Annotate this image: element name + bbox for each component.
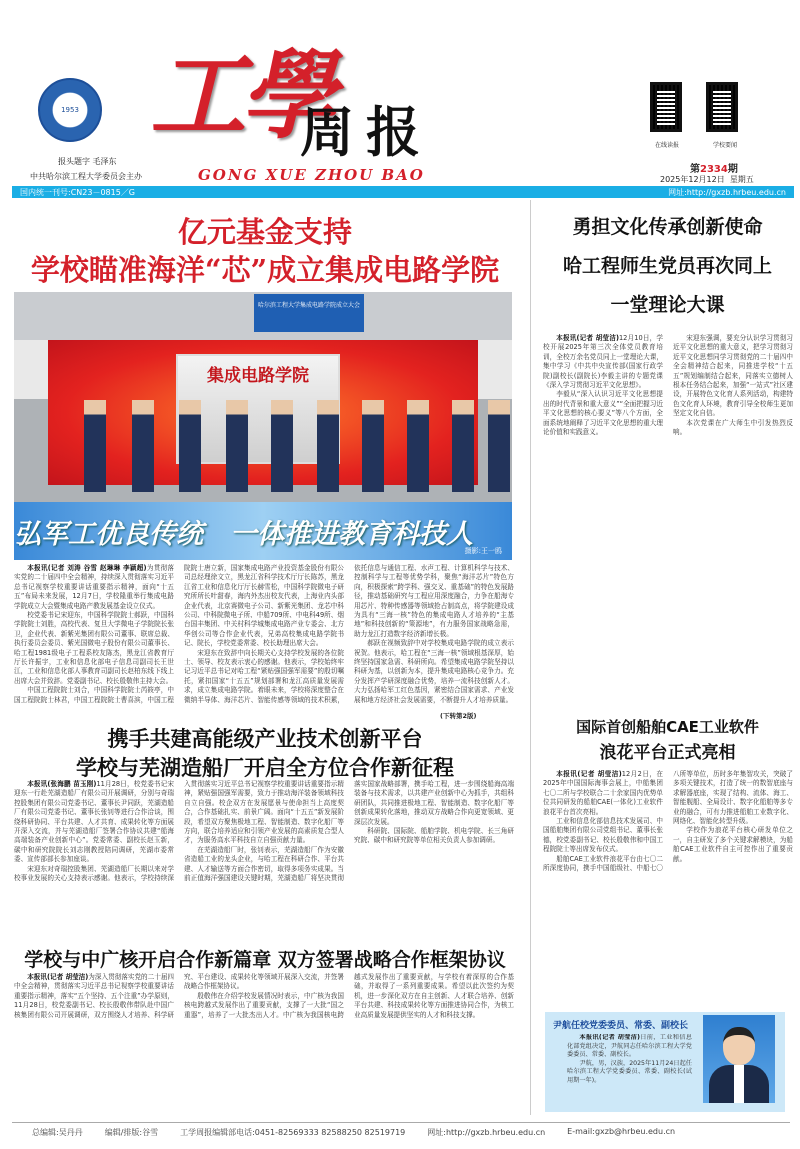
photo-person: [317, 400, 339, 492]
photo-person: [132, 400, 154, 492]
article2-title-line2: 学校与芜湖造船厂开启全方位合作新征程: [76, 756, 454, 780]
paragraph-text: 为贯彻落实党的二十届四中全会精神，持续深入贯彻落实习近平总书记视察学校重要讲话重要指示精神，面向“十五五”布局未来发展，12月7日，学校隆重举行集成电路学院成立大会暨集成电路产教发展基金设立仪式。: [14, 564, 175, 610]
paragraph: 工业和信息化部信息技术发展司、中国船舶集团有限公司党组书记、董事长张德，校党委副书记、校长殷敬伟和中国工程院院士等出席发布仪式。: [543, 817, 663, 854]
right2-title-line2: 浪花平台正式亮相: [599, 743, 736, 763]
lead-photo: [14, 292, 512, 560]
right2-title-line1: 国际首创船舶CAE工业软件: [576, 718, 759, 736]
masthead-title: 工學: [150, 39, 330, 152]
paragraph: 宋迎东在致辞中向长期关心支持学校发展的各位院士、领导、校友表示衷心的感谢。他表示，学校始终牢记习近平总书记对哈工程“紧贴强国强军需要”的殷切嘱托，紧扣国家“十五五”规划部署和龙江高质量发展需求，成立集成电路学院。着眼未来，学校将深度整合在微纳半导体、海洋芯片、智能传感等领域的技术积累，依托信息与通信工程、水声工程、计算机科学与技术、控制科学与工程等优势学科，聚焦“海洋芯片”特色方向，积极探索“跨学科、强交叉、重基础”的特色发展路径，推动基础研究与工程应用深度融合，力争在船海专用芯片、特种传感器等领域抢占制高点，将学院建设成为具有“三海一核”特色的集成电路人才培养的“主基地”和科技创新的“策源地”，有力服务国家战略急需，助力龙江打造数字经济新增长极。: [184, 564, 514, 704]
paragraph: 科研院、国际院、船舶学院、机电学院、长三角研究院、碳中和研究院等单位相关负责人参加调研。: [354, 827, 514, 845]
right2-body: [543, 770, 793, 1002]
photo-banner: 弘军工优良传统 一体推进教育科技人: [14, 502, 512, 560]
photo-plaque: 集成电路学院: [176, 354, 340, 464]
paragraph: 船舶CAE工业软件浪花平台由七〇二所深度协同，携手中国船级社、中船七〇八所等单位，历时多年集智攻关，突破了多项关键技术，打造了统一的数智底座与求解器底座，实现了结构、流体、海工、智能舰船、全局设计、数字化船舶等多专业的融合，可有力推进船舶工业数字化、网络化、智能化转型升级。: [543, 770, 793, 873]
inscription: 报头题字 毛泽东: [58, 157, 117, 166]
qr-code-icon[interactable]: [706, 82, 738, 132]
paragraph: 宋迎东强调，要充分认识学习贯彻习近平文化思想的重大意义，把学习贯彻习近平文化思想同学习贯彻党的二十届四中全会精神结合起来，同推进学校“十五五”规划编制结合起来，同落实立德树人根本任务结合起来，加强“一站式”社区建设，开展特色文化育人系列活动，构建特色文化育人环境，教育引导全校师生更加坚定文化自信。: [673, 334, 793, 418]
issue-suffix: 期: [727, 164, 738, 175]
issue-prefix: 第: [690, 164, 700, 175]
portrait-photo: [703, 1015, 775, 1103]
sponsor: 中共哈尔滨工程大学委员会主办: [30, 172, 142, 181]
byline: 本报讯(记者 胡莹洁): [556, 770, 622, 778]
paragraph: 校党委书记宋迎东，中国科学院院士郝跃，中国科学院院士刘胜，高校代表、复旦大学微电子学院院长张卫，企业代表、新紫光集团有限公司董事、联席总裁、执行委员会委员、紫光国微电子股份有限公司董事长、哈工程1981级电子工程系校友陈杰，黑龙江省教育厅厅长许振宇，工业和信息化部电子信息司副司长王世江，工业和信息化部人事教育司副司长赵柏东线下线上出席大会并致辞。党委副书记、校长殷敬伟主持大会。: [14, 611, 174, 685]
lead-title-line1: 亿元基金支持: [177, 215, 352, 249]
appointment-body: [567, 1034, 692, 1108]
photo-person: [488, 400, 510, 492]
paragraph: [543, 770, 663, 817]
photo-person: [407, 400, 429, 492]
byline: 本报讯(记者 刘涛 谷雪 赵琳琳 李颖超): [27, 564, 147, 572]
byline: 本报讯(记者 胡莹洁): [27, 973, 89, 981]
paragraph: 本次党课在广大师生中引发热烈反响。: [673, 418, 793, 437]
logo-year: 1953: [58, 105, 82, 115]
right1-title-line2: 哈工程师生党员再次同上: [562, 255, 772, 277]
right1-title-line3: 一堂理论大课: [610, 294, 725, 316]
article3-body: [14, 973, 514, 1118]
photo-person: [362, 400, 384, 492]
byline: 本报讯(张海鹏 苗玉刚): [27, 780, 97, 788]
article2-body: [14, 780, 514, 936]
issue-number: [690, 160, 738, 175]
paragraph: [567, 1034, 692, 1060]
info-bar: [12, 186, 794, 198]
issue-date: [660, 174, 754, 185]
footer: [12, 1122, 790, 1142]
phone: 工学周报编辑部电话:0451-82569333 82588250 82519719: [180, 1128, 406, 1137]
paragraph: 尹航，男，汉族，2025年11月24日起任哈尔滨工程大学党委委员、常委、副校长(试用期一年)。: [567, 1059, 692, 1084]
paragraph: [14, 564, 174, 611]
byline: 本报讯(记者 胡莹洁): [556, 334, 619, 342]
cn-number: 国内统一刊号:CN23－0815／G: [20, 187, 136, 197]
paragraph-text: 12月10日，学校开展2025年第三次全体党员教育培训，全校万余名党员同上一堂理论大课，集中学习《中共中央宣传部(国家行政学院)副校长(副院长)李毅主讲的专题党课《深入学习贯彻习近平文化思想》。: [543, 334, 663, 390]
qr-code-icon[interactable]: [650, 82, 682, 132]
continued-note: (下转第2版): [440, 712, 477, 720]
byline: 本报讯(记者 胡莹洁): [579, 1034, 640, 1041]
right1-body: [543, 334, 793, 710]
paragraph: [14, 780, 174, 865]
paragraph-text: 11月28日，校党委书记宋迎东一行赴芜湖造船厂有限公司开展调研，分别与奇瑞控股集团有限公司党委书记、董事长尹同跃，芜湖造船厂有限公司党委书记、董事长张钊等进行合作洽谈，围绕科研协同、平台共建、人才共育、成果转化等方面展开深入交流，并与芜湖造船厂签署合作协议共建“船海高端装备产业创新中心”。党委常委、副校长赵玉新，碳中和研究院院长刘志刚教授陪同调研，芜湖市委常委、宣传部部长参加座谈。: [14, 780, 174, 864]
footer-email[interactable]: E-mail:gxzb@hrbeu.edu.cn: [567, 1127, 676, 1136]
paragraph: 郝跃在视频致辞中对学校集成电路学院的成立表示祝贺。他表示，哈工程在“三海一核”领域根基深厚，始终坚持国家急需、科研所向。希望集成电路学院坚持以科研为基，以创新为本，提升集成电路核心竞争力。充分发挥产学研深度融合优势，培养一流科技创新人才。大力弘扬哈军工红色基因，紧密结合国家需求、产业发展和地方经济社会发展需要，不断提升人才培养质量。: [354, 639, 514, 704]
photo-person: [179, 400, 201, 492]
university-logo: [38, 78, 102, 142]
lead-body: [14, 564, 514, 710]
right1-title-line1: 勇担文化传承创新使命: [572, 216, 763, 238]
paragraph-text: 12月2日，在2025年中国国际海事会展上，中船集团七〇二所与学校联合二十余家国内优势单位共同研发的船舶CAE(一体化)工业软件浪花平台首次亮相。: [543, 770, 663, 816]
paragraph: 在芜湖造船厂时，张钊表示，芜湖造船厂作为安徽省造船工业的龙头企业，与哈工程在科研合作、平台共建、人才输送等方面合作密切，取得多项务实成果。当前正值海洋强国建设关键时期，芜湖造船厂将坚决贯彻落实国家战略部署，携手哈工程，进一步围绕船海高端装备与技术需求，以共建产业创新中心为抓手，共组科研团队，共同推进极地工程、智能制造、数字化船厂等创新成果转化落地，推动双方战略合作向更宽领域、更深层次发展。: [184, 780, 514, 883]
photo-person: [226, 400, 248, 492]
paragraph: 宋迎东对奇瑞控股集团、芜湖造船厂长期以来对学校事业发展的关心支持表示感谢。他表示，学校持续深入贯彻落实习近平总书记视察学校重要讲话重要指示精神，紧贴强国强军需要，致力于推动海洋装备领域科技自立自强。校企双方在发展愿景与使命担当上高度契合，合作基础扎实、前景广阔。面向“十五五”新发展阶段，希望双方聚焦极地工程、智能制造、数字化船厂等方向，联合培养适应和引领产业发展的高素质复合型人才，为服务高水平科技自立自强贡献力量。: [14, 780, 344, 883]
article3-title: 学校与中广核开启合作新篇章 双方签署战略合作框架协议: [24, 949, 506, 971]
photo-person: [84, 400, 106, 492]
paragraph-text: 日前，工业和信息化部党组决定，尹航同志任哈尔滨工程大学党委委员、常委、副校长。: [567, 1034, 692, 1059]
masthead-subtitle: 周报: [300, 101, 432, 164]
photo-person: [452, 400, 474, 492]
paragraph: 中国工程院院士刘合，中国科学院院士芮筱亭，中国工程院院士林君，中国工程院院士曹喜滨，中国工程院院士唐立新，国家集成电路产业投资基金股份有限公司总经理徐文立，黑龙江省科学技术厅厅长陈苏，黑龙江省工业和信息化厅厅长赫雪松，中国科学院微电子研究所所长叶甜春，海内外杰出校友代表，上海业内头部企业代表，北京赛微电子公司、新紫光集团、龙芯中科公司、中科院微电子所、中船709所、中电科49所、烟台国丰集团、中关村科学城集成电路产业专委会、北方华创公司等合作企业代表，兄弟高校集成电路学院书记、院长，学校党委常委、校长助理出席大会。: [14, 564, 344, 704]
masthead-pinyin: GONG XUE ZHOU BAO: [198, 166, 425, 184]
paragraph: [543, 334, 663, 390]
date: 2025年12月12日: [660, 175, 725, 184]
photo-person: [271, 400, 293, 492]
appointment-title: 尹航任校党委委员、常委、副校长: [553, 1021, 689, 1031]
paragraph: 殷敬伟在介绍学校发展情况时表示，中广核为我国核电跨越式发展作出了重要贡献，支撑了一大批“国之重器”，培养了一大批杰出人才。中广核为我国核电跨越式发展作出了重要贡献，与学校有着深厚的合作基础，并取得了一系列重要成果。希望以此次签约为契机，进一步深化双方在自主创新、人才联合培养、创新平台共建、科技成果转化等方面推进协同合作，为核工业高质量发展提供坚实的人才和科技支撑。: [184, 973, 514, 1019]
editor: 编辑/排版:谷雪: [104, 1128, 159, 1137]
issue-number-value: 2334: [700, 164, 728, 175]
paragraph: 学校作为浪花平台核心研发单位之一，自主研发了多个关键求解模块，为船舶CAE工业软件自主可控作出了重要贡献。: [673, 826, 793, 863]
website-link[interactable]: 网址:http://gxzb.hrbeu.edu.cn: [668, 187, 786, 197]
lead-title-line2: 学校瞄准海洋“芯”成立集成电路学院: [30, 253, 500, 287]
footer-website[interactable]: 网址:http://gxzb.hrbeu.edu.cn: [427, 1128, 546, 1137]
paragraph-text: 为深入贯彻落实党的二十届四中全会精神，贯彻落实习近平总书记视察学校重要讲话重要指示精神，落实“五个坚持、五个注重”办学原则，11月28日，校党委副书记、校长殷敬伟带队赴中国广核集团有限公司开展调研，双方围绕人才培养、科学研究、平台建设、成果转化等领域开展深入交流，并签署战略合作框架协议。: [14, 973, 344, 1019]
column-divider: [530, 200, 531, 1115]
chief-editor: 总编辑:吴丹丹: [32, 1128, 83, 1137]
weekday: 星期五: [729, 175, 754, 184]
qr-label: 学校要闻: [713, 142, 738, 149]
paragraph: 李毅从“深入认识习近平文化思想提出的时代背景和重大意义”“全面把握习近平文化思想的核心要义”等八个方面，全面系统地阐释了习近平文化思想的重大理论价值和实践意义。: [543, 390, 663, 437]
photo-credit: 摄影:王一鸥: [464, 547, 502, 555]
qr-label: 在线读报: [655, 142, 680, 149]
article2-title-line1: 携手共建高能级产业技术创新平台: [107, 727, 423, 751]
photo-sign: 哈尔滨工程大学集成电路学院成立大会: [254, 294, 364, 332]
appointment-box: [545, 1012, 785, 1112]
